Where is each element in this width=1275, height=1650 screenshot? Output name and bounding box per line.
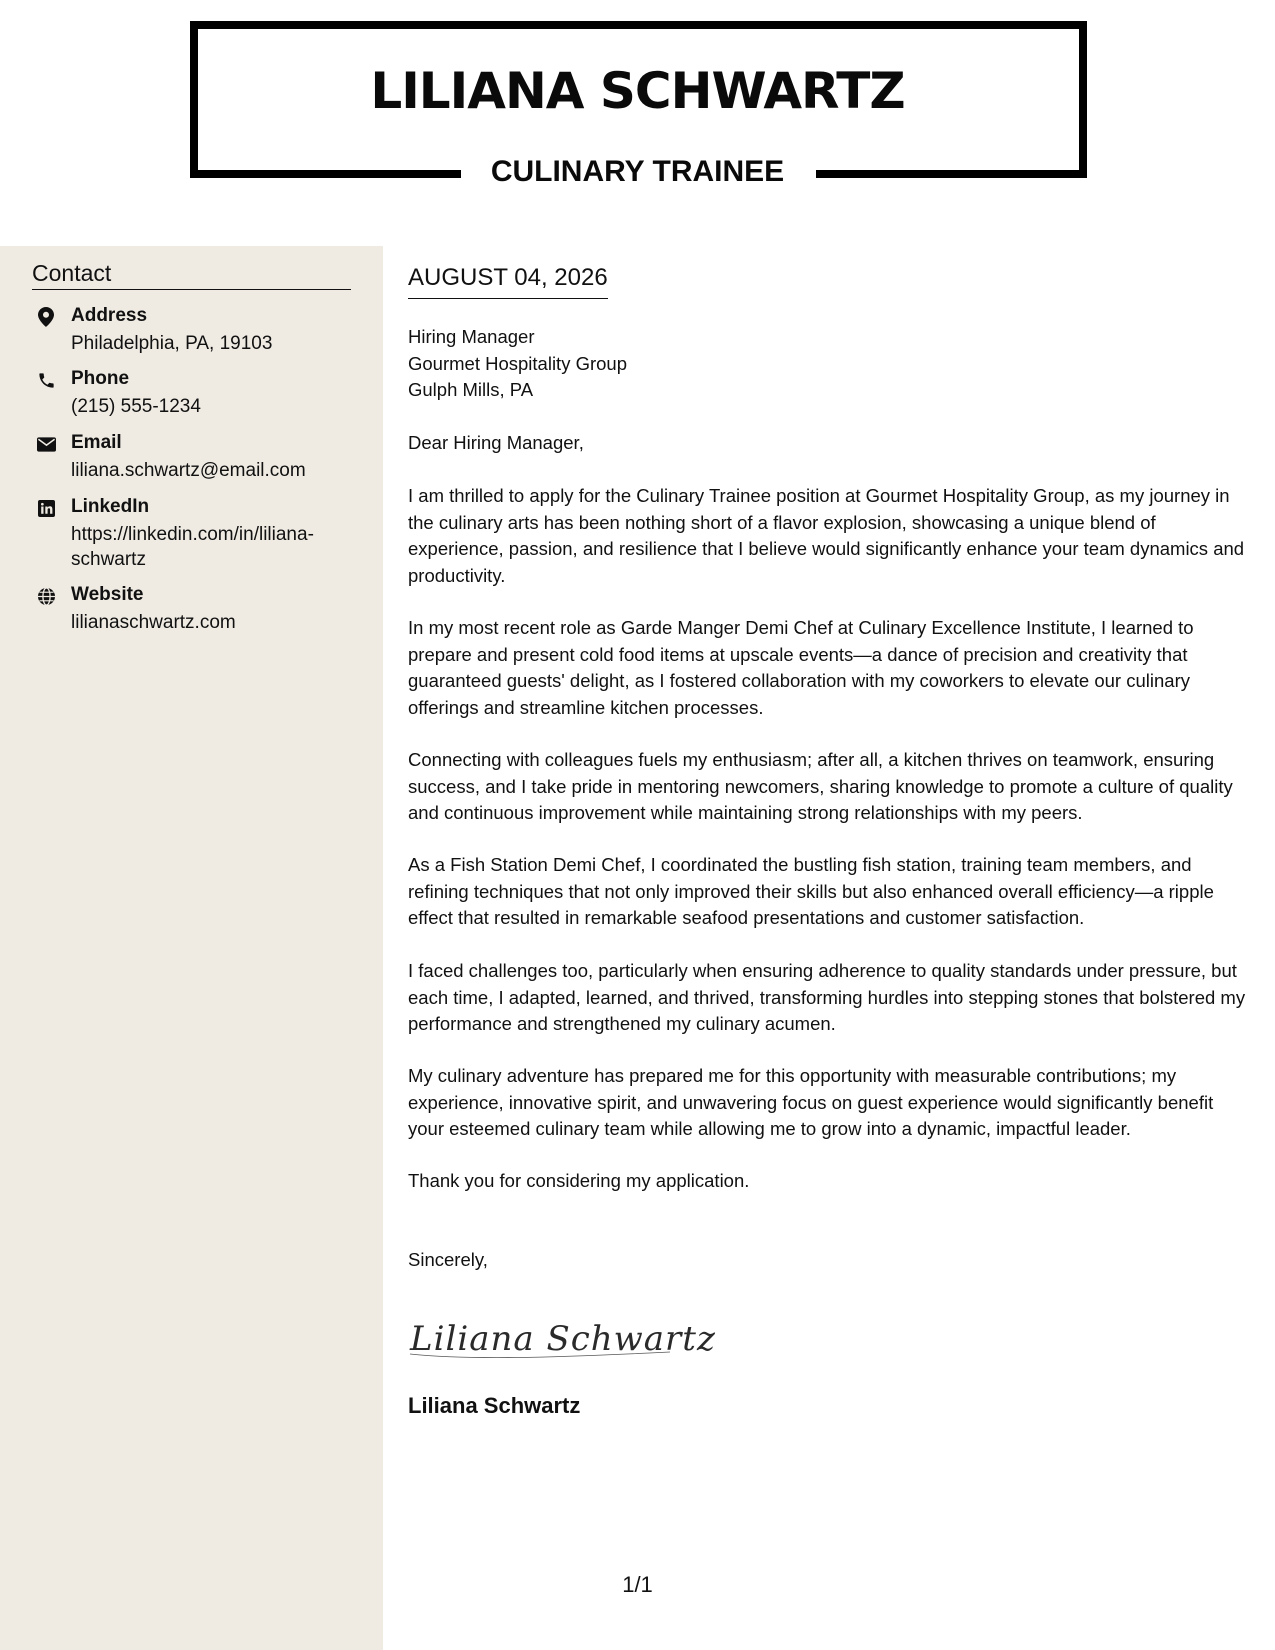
linkedin-value: https://linkedin.com/in/liliana-schwartz <box>71 524 314 570</box>
address-value: Philadelphia, PA, 19103 <box>71 333 273 354</box>
closing: Sincerely, <box>408 1249 488 1270</box>
svg-text:Liliana Schwartz: Liliana Schwartz <box>410 1319 716 1359</box>
email-value: liliana.schwartz@email.com <box>71 460 306 481</box>
paragraph: As a Fish Station Demi Chef, I coordinated the bustling fish station, training team members, and refining techniques that not only improved their skills but also enhanced overall efficiency—a ripple effect that resulted in remarkable seafood presentations and customer satisfaction. <box>408 854 1214 928</box>
recipient-location: Gulph Mills, PA <box>408 379 534 400</box>
letter-date: AUGUST 04, 2026 <box>408 264 608 299</box>
phone-value: (215) 555-1234 <box>71 396 201 417</box>
paragraph: My culinary adventure has prepared me for this opportunity with measurable contributions; my experience, innovative spirit, and unwavering focus on guest experience would significantly benefit your esteemed culinary team while allowing me to grow into a dynamic, impactful leader. <box>408 1065 1214 1139</box>
recipient-block <box>408 324 627 404</box>
envelope-icon <box>36 434 56 454</box>
paragraph: In my most recent role as Garde Manger Demi Chef at Culinary Excellence Institute, I learned to prepare and present cold food items at upscale events—a dance of precision and creativity that guaranteed guests' delight, as I fostered collaboration with my coworkers to elevate our culinary offerings and streamline kitchen processes. <box>408 617 1194 718</box>
map-pin-icon <box>36 307 56 327</box>
signer-name: Liliana Schwartz <box>408 1393 581 1418</box>
page-number: 1/1 <box>622 1572 653 1597</box>
thank-you-line: Thank you for considering my application. <box>408 1170 750 1191</box>
paragraph: Connecting with colleagues fuels my enthusiasm; after all, a kitchen thrives on teamwork, ensuring success, and I take pride in mentoring newcomers, sharing knowledge to promote a culture of quality and continuous improvement while maintaining strong relationships with my peers. <box>408 749 1233 823</box>
recipient-company: Gourmet Hospitality Group <box>408 352 628 374</box>
handwritten-signature <box>408 1308 716 1373</box>
linkedin-icon <box>36 498 56 518</box>
website-label: Website <box>71 584 144 605</box>
email-label: Email <box>71 432 122 453</box>
linkedin-label: LinkedIn <box>71 496 150 517</box>
phone-label: Phone <box>71 368 130 389</box>
salutation: Dear Hiring Manager, <box>408 432 584 453</box>
phone-icon <box>36 370 56 390</box>
paragraph: I faced challenges too, particularly when ensuring adherence to quality standards under pressure, but each time, I adapted, learned, and thrived, transforming hurdles into stepping stones that bolstered my performance and strengthened my culinary acumen. <box>408 960 1246 1034</box>
website-value: lilianaschwartz.com <box>71 612 236 633</box>
sidebar <box>0 246 383 1650</box>
address-label: Address <box>71 305 148 326</box>
job-title: CULINARY TRAINEE <box>490 155 785 188</box>
globe-icon <box>36 586 56 606</box>
paragraph: I am thrilled to apply for the Culinary Trainee position at Gourmet Hospitality Group, as my journey in the culinary arts has been nothing short of a flavor explosion, showcasing a unique blend of experience, passion, and resilience that I believe would significantly enhance your team dynamics and productivity. <box>408 485 1245 586</box>
applicant-name: LILIANA SCHWARTZ <box>370 62 905 120</box>
contact-heading: Contact <box>32 260 351 290</box>
recipient-title: Hiring Manager <box>408 326 535 347</box>
